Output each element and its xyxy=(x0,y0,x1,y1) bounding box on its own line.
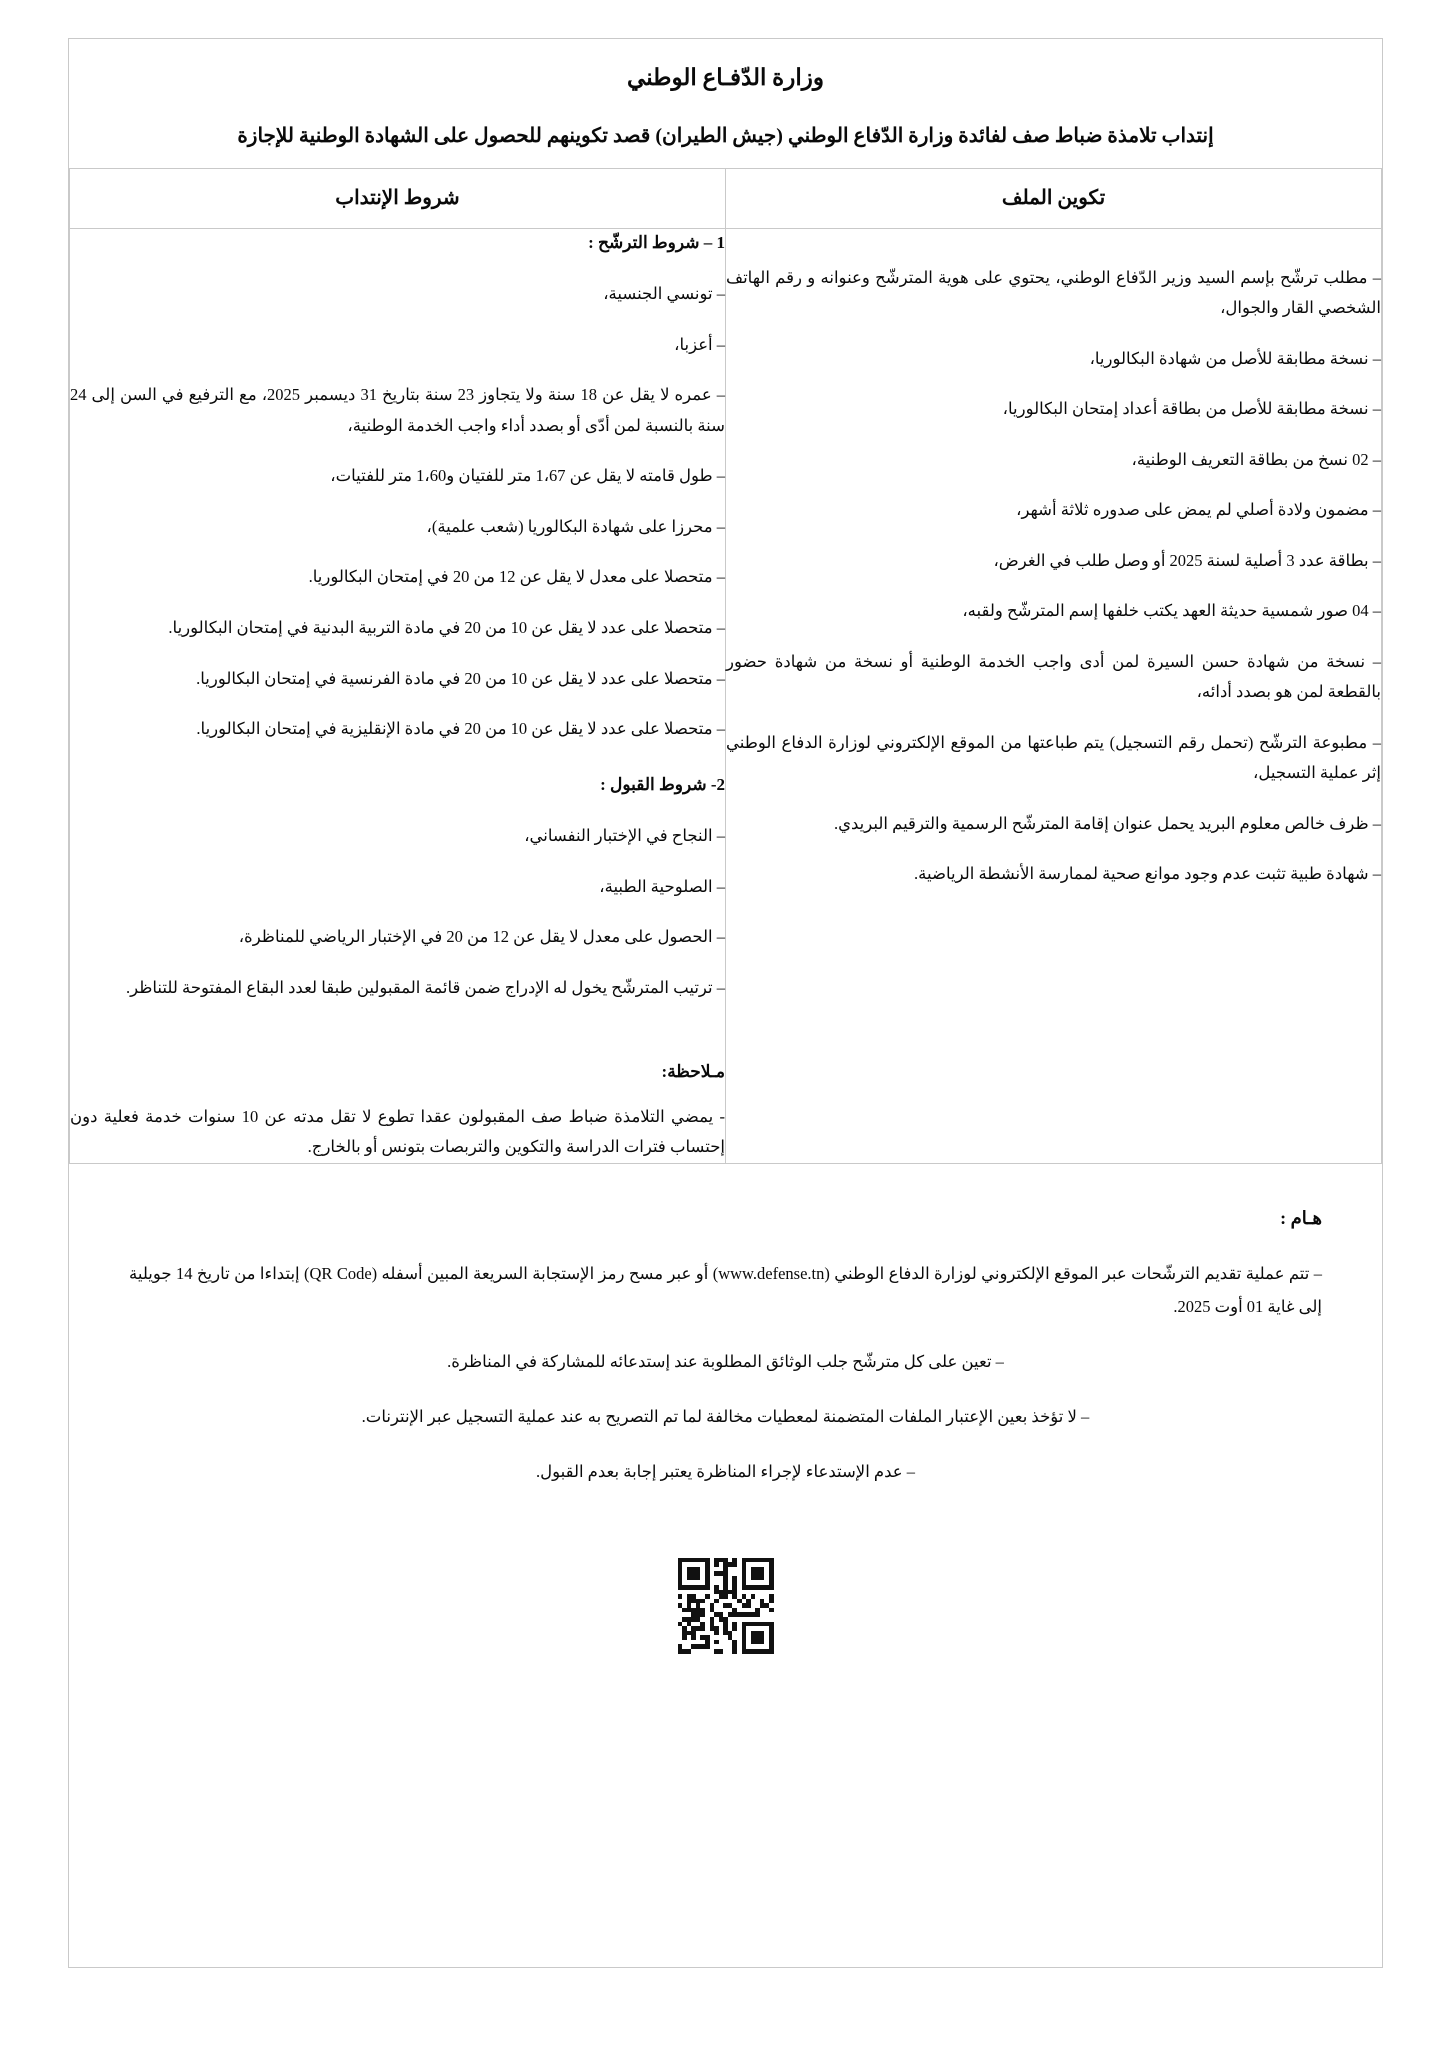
ministry-title: وزارة الدّفـاع الوطني xyxy=(627,65,824,90)
file-item: – مطبوعة الترشّح (تحمل رقم التسجيل) يتم طباعتها من الموقع الإلكتروني لوزارة الدفاع الوطني إثر عملية التسجيل، xyxy=(726,732,1381,783)
conditions-table xyxy=(69,168,1382,1164)
condition-item: – عمره لا يقل عن 18 سنة ولا يتجاوز 23 سنة بتاريخ 31 ديسمبر 2025، مع الترفيع في السن إلى 24 سنة بالنسبة لمن أدّى أو بصدد أداء واجب الخدمة الوطنية، xyxy=(70,385,725,435)
announcement-subtitle: إنتداب تلامذة ضباط صف لفائدة وزارة الدّفاع الوطني (جيش الطيران) قصد تكوينهم للحصول على الشهادة الوطنية للإجازة xyxy=(237,124,1214,147)
important-line: – لا تؤخذ بعين الإعتبار الملفات المتضمنة لمعطيات مخالفة لما تم التصريح به عند عملية التسجيل عبر الإنترنات. xyxy=(361,1406,1090,1426)
column-header-file: تكوين الملف xyxy=(726,168,1382,228)
condition-item: – متحصلا على عدد لا يقل عن 10 من 20 في مادة التربية البدنية في إمتحان البكالوريا. xyxy=(168,618,725,637)
file-top-spacer xyxy=(726,229,1381,263)
condition-item: – متحصلا على معدل لا يقل عن 12 من 20 في إمتحان البكالوريا. xyxy=(308,567,725,587)
admission-item: – الصلوحية الطبية، xyxy=(599,876,725,896)
admission-item: – ترتيب المترشّح يخول له الإدراج ضمن قائمة المقبولين طبقا لعدد البقاع المفتوحة للتناظر. xyxy=(126,977,725,997)
important-line: – تتم عملية تقديم الترشّحات عبر الموقع الإلكتروني لوزارة الدفاع الوطني (www.defense.tn) أو عبر مسح رمز الإستجابة السريعة المبين أسفله (QR Code) إبتداءا من تاريخ 14 جويلية إلى غاية 01 أوت 2025. xyxy=(129,1263,1323,1316)
candidacy-conditions-title: 1 – شروط الترشّح : xyxy=(588,232,725,252)
qr-code-wrapper xyxy=(129,1558,1322,1654)
file-item: – نسخة من شهادة حسن السيرة لمن أدى واجب الخدمة الوطنية أو نسخة من شهادة حضور بالقطعة لمن هو بصدد أدائه، xyxy=(726,651,1381,702)
table-header-row xyxy=(70,168,1382,228)
file-item: – 04 صور شمسية حديثة العهد يكتب خلفها إسم المترشّح ولقبه، xyxy=(962,601,1381,621)
file-composition-cell xyxy=(726,228,1382,1163)
file-item: – نسخة مطابقة للأصل من بطاقة أعداد إمتحان البكالوريا، xyxy=(1002,399,1381,419)
file-item: – بطاقة عدد 3 أصلية لسنة 2025 أو وصل طلب في الغرض، xyxy=(993,550,1381,570)
file-item: – شهادة طبية تثبت عدم وجود موانع صحية لممارسة الأنشطة الرياضية. xyxy=(914,864,1381,884)
note-item: - يمضي التلامذة ضباط صف المقبولون عقدا تطوع لا تقل مدته عن 10 سنوات خدمة فعلية دون إحتساب فترات الدراسة والتكوين والتربصات بتونس أو بالخارج. xyxy=(70,1106,725,1157)
important-line: – تعين على كل مترشّح جلب الوثائق المطلوبة عند إستدعائه للمشاركة في المناظرة. xyxy=(447,1351,1004,1371)
admission-item: – النجاح في الإختبار النفساني، xyxy=(524,826,725,846)
file-item: – نسخة مطابقة للأصل من شهادة البكالوريا، xyxy=(1089,348,1381,368)
file-item: – 02 نسخ من بطاقة التعريف الوطنية، xyxy=(1131,449,1381,469)
condition-item: – متحصلا على عدد لا يقل عن 10 من 20 في مادة الفرنسية في إمتحان البكالوريا. xyxy=(196,668,725,688)
recruitment-conditions-cell xyxy=(70,228,726,1163)
condition-item: – أعزبا، xyxy=(674,334,725,354)
important-section xyxy=(69,1164,1382,1684)
condition-item: – محرزا على شهادة البكالوريا (شعب علمية)، xyxy=(426,516,725,536)
document-frame xyxy=(68,38,1383,1968)
file-item: – مضمون ولادة أصلي لم يمض على صدوره ثلاثة أشهر، xyxy=(1016,500,1381,520)
file-item: – مطلب ترشّح بإسم السيد وزير الدّفاع الوطني، يحتوي على هوية المترشّح وعنوانه و رقم الهاتف الشخصي القار والجوال، xyxy=(726,267,1381,318)
important-title: هـام : xyxy=(1280,1207,1322,1228)
admission-item: – الحصول على معدل لا يقل عن 12 من 20 في الإختبار الرياضي للمناظرة، xyxy=(238,927,725,947)
condition-item: – تونسي الجنسية، xyxy=(603,284,725,304)
important-line: – عدم الإستدعاء لإجراء المناظرة يعتبر إجابة بعدم القبول. xyxy=(535,1461,916,1481)
file-item: – ظرف خالص معلوم البريد يحمل عنوان إقامة المترشّح الرسمية والترقيم البريدي. xyxy=(833,813,1381,833)
note-title: مـلاحظة: xyxy=(661,1061,725,1081)
table-body-row xyxy=(70,228,1382,1163)
condition-item: – متحصلا على عدد لا يقل عن 10 من 20 في مادة الإنقليزية في إمتحان البكالوريا. xyxy=(196,719,725,739)
admission-conditions-title: 2- شروط القبول : xyxy=(600,774,725,794)
qr-code[interactable] xyxy=(678,1558,774,1654)
document-header xyxy=(69,39,1382,168)
column-header-conditions: شروط الإنتداب xyxy=(70,168,726,228)
condition-item: – طول قامته لا يقل عن 1،67 متر للفتيان و1،60 متر للفتيات، xyxy=(330,466,725,486)
